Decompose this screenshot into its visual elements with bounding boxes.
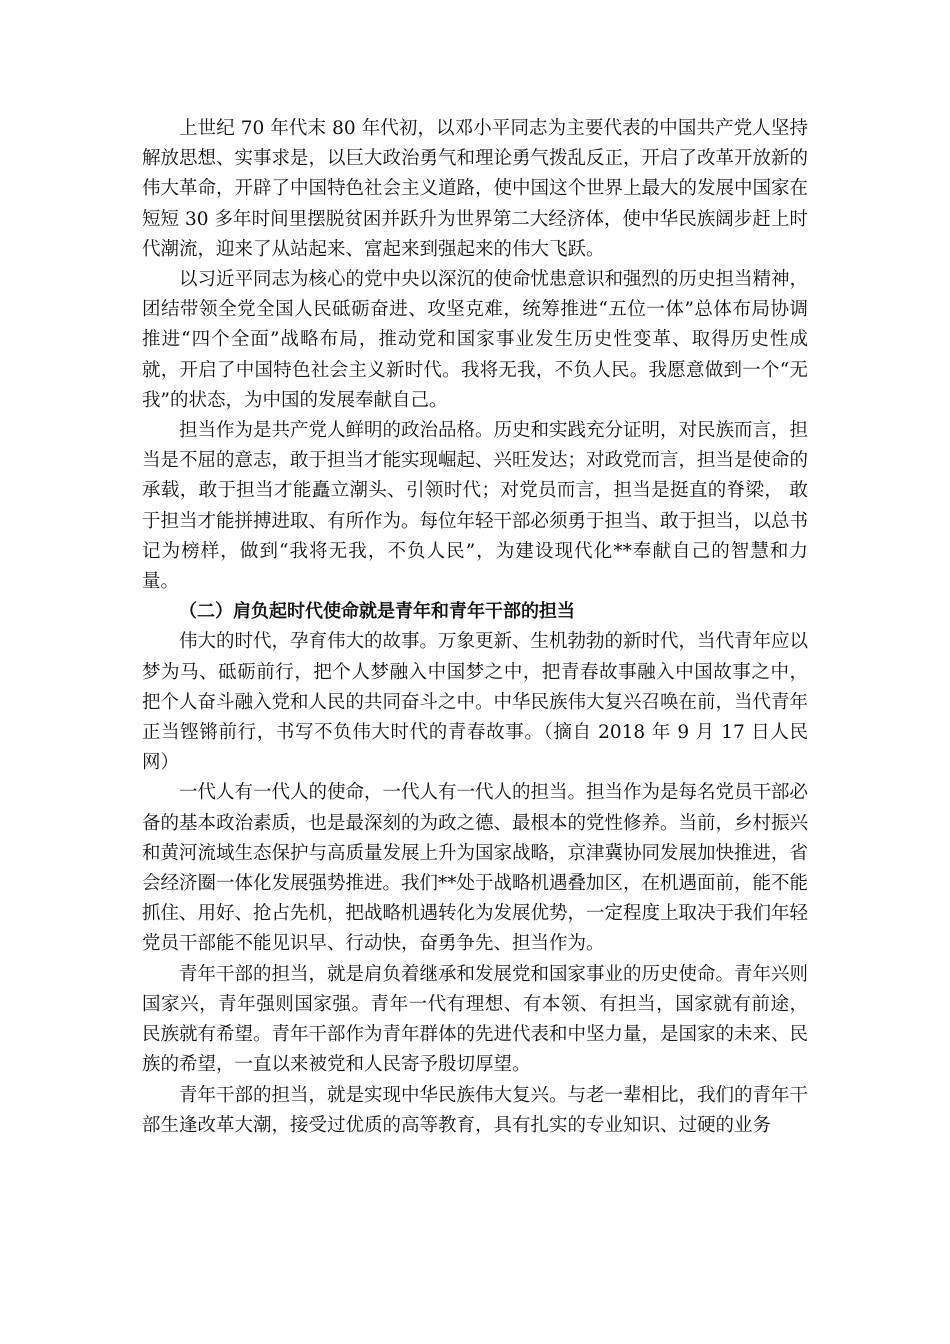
paragraph-generation-mission: 一代人有一代人的使命，一代人有一代人的担当。担当作为是每名党员干部必备的基本政治素质，也是最深刻的为政之德、最根本的党性修养。当前，乡村振兴和黄河流域生态保护与高质量发展上升为国家战略，京津冀协同发展加快推进，省会经济圈一体化发展强势推进。我们**处于战略机遇叠加区，在机遇面前，能不能抓住、用好、抢占先机，把战略机遇转化为发展优势，一定程度上取决于我们年轻党员干部能不能见识早、行动快，奋勇争先、担当作为。 [142, 782, 809, 955]
paragraph-youth-cadre-mission: 青年干部的担当，就是肩负着继承和发展党和国家事业的历史使命。青年兴则国家兴，青年强则国家强。青年一代有理想、有本领、有担当，国家就有前途， 民族就有希望。青年干部作为青年群体的先进代表和中坚力量，是国家的未来、民族的希望，一直以来被党和人民寄予殷切厚望。 [142, 963, 809, 1076]
paragraph-reform-history: 上世纪 70 年代末 80 年代初，以邓小平同志为主要代表的中国共产党人坚持解放思想、实事求是，以巨大政治勇气和理论勇气拨乱反正，开启了改革开放新的伟大革命，开辟了中国特色社会主义道路，使中国这个世界上最大的发展中国家在短短 30 多年时间里摆脱贫困并跃升为世界第二大经济体，使中华民族阔步赶上时代潮流，迎来了从站起来、富起来到强起来的伟大飞跃。 [142, 118, 809, 260]
document-body [142, 114, 808, 1141]
paragraph-national-rejuvenation: 青年干部的担当，就是实现中华民族伟大复兴。与老一辈相比，我们的青年干部生逢改革大潮，接受过优质的高等教育，具有扎实的专业知识、过硬的业务 [142, 1084, 809, 1136]
paragraph-great-era: 伟大的时代，孕育伟大的故事。万象更新、生机勃勃的新时代，当代青年应以梦为马、砥砺前行，把个人梦融入中国梦之中，把青春故事融入中国故事之中， 把个人奋斗融入党和人民的共同奋斗之中。中华民族伟大复兴召唤在前，当代青年正当铿锵前行，书写不负伟大时代的青春故事。（摘自 2018 年 9 月 17 日人民网） [142, 631, 809, 774]
section-heading: （二）肩负起时代使命就是青年和青年干部的担当 [179, 601, 575, 623]
paragraph-political-character: 担当作为是共产党人鲜明的政治品格。历史和实践充分证明，对民族而言，担当是不屈的意志，敢于担当才能实现崛起、兴旺发达；对政党而言，担当是使命的承载，敢于担当才能矗立潮头、引领时代；对党员而言，担当是挺直的脊梁， 敢于担当才能拼搏进取、有所作为。每位年轻干部必须勇于担当、敢于担当，以总书记为榜样，做到“我将无我，不负人民”，为建设现代化**奉献自己的智慧和力量。 [142, 420, 809, 593]
paragraph-new-era: 以习近平同志为核心的党中央以深沉的使命忧患意识和强烈的历史担当精神，团结带领全党全国人民砥砺奋进、攻坚克难，统筹推进“五位一体”总体布局协调推进“四个全面”战略布局，推动党和国家事业发生历史性变革、取得历史性成就，开启了中国特色社会主义新时代。我将无我，不负人民。我愿意做到一个“无我”的状态，为中国的发展奉献自己。 [142, 269, 809, 411]
